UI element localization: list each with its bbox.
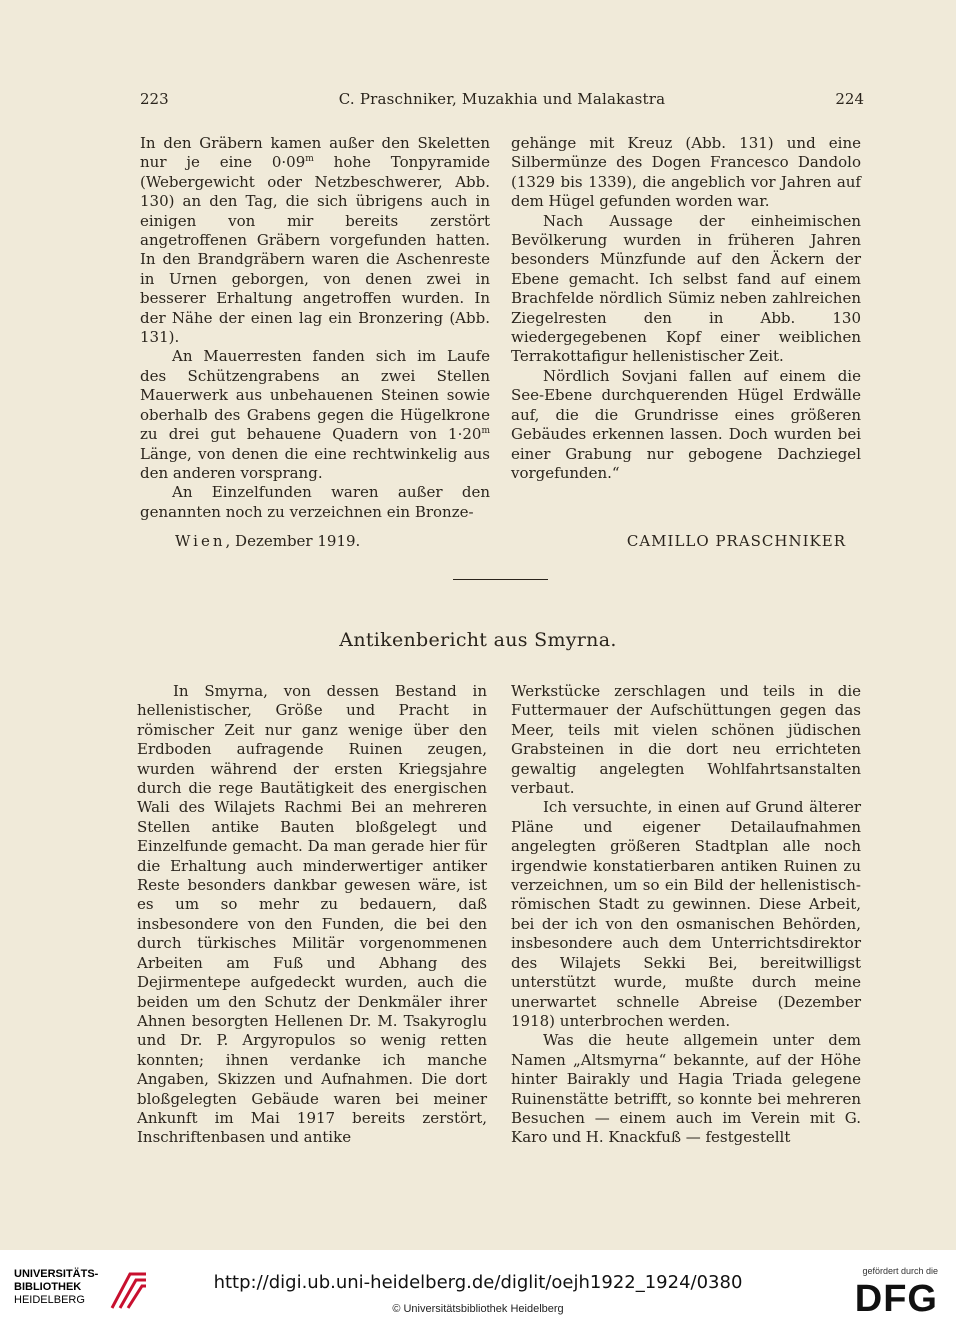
paragraph: In Smyrna, von dessen Bestand in hellenistischer, Größe und Pracht in römischer Zeit nur ganz wenige über den Erdboden aufragende Ruinen zeugen, wurden während der ersten Kriegsjahre durch die rege Bautätigkeit des energischen Wali des Wilajets Rachmi Bei an mehreren Stellen antike Bauten bloßgelegt und Einzelfunde gemacht. Da man gerade hier für die Erhaltung auch minderwertiger antiker Reste besonders dankbar gewesen wäre, ist es um so mehr zu bedauern, daß insbesondere von den Funden, die bei den durch türkisches Militär vorgenommenen Arbeiten am Fuß und Abhang des Dejirmentepe aufgedeckt wurden, auch die beiden um den Schutz der Denkmäler ihrer Ahnen besorgten Hellenen Dr. M. Tsakyroglu und Dr. P. Argyropulos so wenig retten konnten; ihnen verdanke ich manche Angaben, Skizzen und Aufnahmen. Die dort bloßgelegten Gebäude waren bei meiner Ankunft im Mai 1917 bereits zerstört, Inschriftenbasen und antike <box>137 682 487 1147</box>
copyright-notice: © Universitätsbibliothek Heidelberg <box>392 1303 564 1315</box>
section1-right-column <box>511 134 861 483</box>
article-right-column <box>511 682 861 1148</box>
logo-line: UNIVERSITÄTS- <box>14 1268 99 1280</box>
paragraph: Nach Aussage der einheimischen Bevölkerung wurden in früheren Jahren besonders Münzfunde auf den Äckern der Ebene gemacht. Ich selbst fand auf einem Brachfelde nördlich Sümiz neben zahlreichen Ziegelresten den in Abb. 130 wiedergegebenen Kopf einer weiblichen Terrakottafigur hellenistischer Zeit. <box>511 211 861 366</box>
signature-place-date: Wien, Dezember 1919. <box>175 532 361 550</box>
paragraph: Ich versuchte, in einen auf Grund älterer Pläne und eigener Detailaufnahmen angelegten größeren Stadtplan alle noch irgendwie konstatierbaren antiken Ruinen zu verzeichnen, um so ein Bild der hellenistisch-römischen Stadt zu gewinnen. Diese Arbeit, bei der ich von den osmanischen Behörden, insbesondere auch dem Unterrichtsdirektor des Wilajets Sekki Bei, bereitwilligst unterstützt wurde, mußte durch meine unerwartet schnelle Abreise (Dezember 1918) unterbrochen werden. <box>511 798 861 1030</box>
paragraph: An Mauerresten fanden sich im Laufe des Schützengrabens an zwei Stellen Mauerwerk aus unbehauenen Steinen sowie oberhalb des Grabens gegen die Hügelkrone zu drei gut behauene Quadern von $1\cdot 20^m$ Länge, von denen die eine rechtwinkelig aus den anderen vorsprang. <box>140 347 490 482</box>
paragraph: gehänge mit Kreuz (Abb. 131) und eine Silbermünze des Dogen Francesco Dandolo (1329 bis 1339), die angeblich vor Jahren auf dem Hügel gefunden worden war. <box>511 134 861 211</box>
running-title: C. Praschniker, Muzakhia und Malakastra <box>338 90 666 108</box>
funded-by-label: gefördert durch die <box>862 1266 938 1276</box>
paragraph: Was die heute allgemein unter dem Namen „Altsmyrna“ bekannte, auf der Höhe hinter Bairakly und Hagia Triada gelegene Ruinenstätte betrifft, so konnte bei mehreren Besuchen — einem auch im Verein mit G. Karo und H. Knackfuß — festgestellt <box>511 1031 861 1147</box>
signature-author: CAMILLO PRASCHNIKER <box>626 532 846 550</box>
section-divider <box>453 579 548 580</box>
library-footer <box>0 1250 956 1328</box>
logo-line: HEIDELBERG <box>14 1294 85 1306</box>
logo-line: BIBLIOTHEK <box>14 1281 82 1293</box>
paragraph: Nördlich Sovjani fallen auf einem die See-Ebene durchquerenden Hügel Erdwälle auf, die die Grundrisse eines größeren Gebäudes erkennen lassen. Doch wurden bei einer Grabung nur gebogene Dachziegel vorgefunden.“ <box>511 366 861 482</box>
page-number-right: 224 <box>835 90 864 108</box>
dfg-logo[interactable] <box>842 1266 942 1322</box>
permalink-url[interactable]: http://digi.ub.uni-heidelberg.de/diglit/oejh1922_1924/0380 <box>213 1272 743 1293</box>
paragraph: An Einzelfunden waren außer den genannten noch zu verzeichnen ein Bronze- <box>140 483 490 521</box>
article-left-column <box>137 682 487 1148</box>
running-header <box>140 90 864 114</box>
page-number-left: 223 <box>140 90 169 108</box>
article-title: Antikenbericht aus Smyrna. <box>339 629 617 651</box>
paragraph: Werkstücke zerschlagen und teils in die Futtermauer der Aufschüttungen gegen das Meer, teils mit vielen schönen jüdischen Grabsteinen in die dort neu errichteten gewaltig angelegten Wohlfahrtsanstalten verbaut. <box>511 682 861 798</box>
dfg-wordmark: DFG <box>854 1278 938 1320</box>
paragraph: In den Gräbern kamen außer den Skeletten nur je eine $0\cdot 09^m$ hohe Tonpyramide (Webergewicht oder Netzbeschwerer, Abb. 130) an den Tag, die sich übrigens auch in einigen von mir bereits zerstört angetroffenen Gräbern vorgefunden hatten. In den Brandgräbern waren die Aschenreste in Urnen geborgen, von denen zwei in besserer Erhaltung angetroffen wurden. In der Nähe der einen lag ein Bronzering (Abb. 131). <box>140 134 490 347</box>
section1-left-column <box>140 134 490 522</box>
